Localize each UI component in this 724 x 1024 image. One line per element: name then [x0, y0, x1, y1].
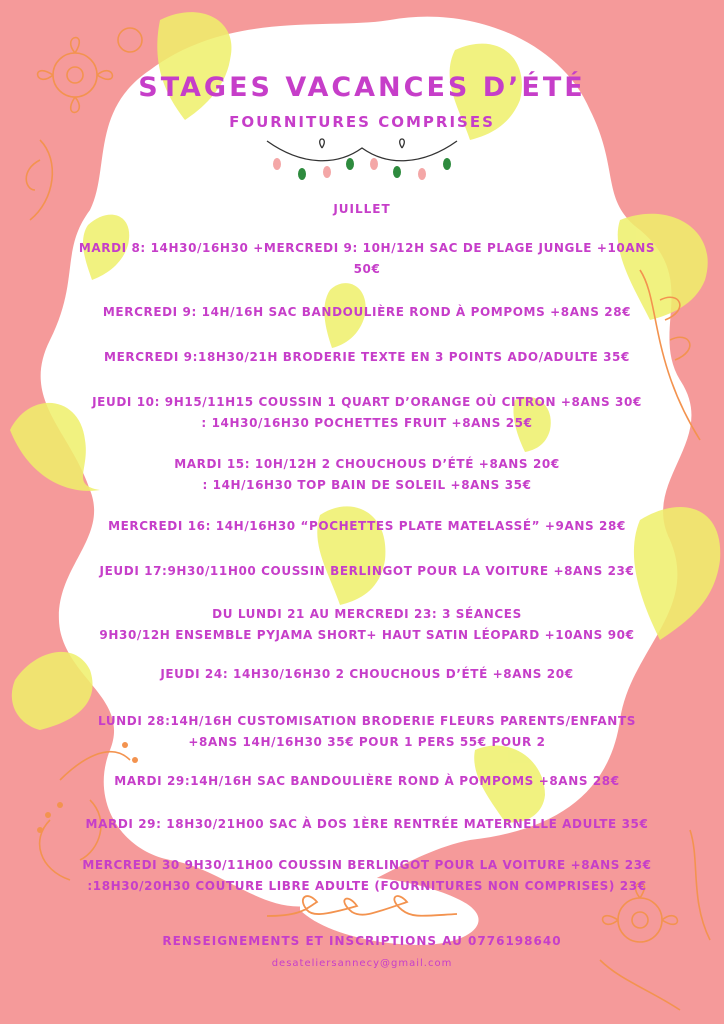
event-item	[60, 454, 674, 504]
event-item	[60, 392, 674, 442]
event-line: : 14H30/16H30 POCHETTES FRUIT +8ANS 25€	[201, 416, 533, 430]
event-line: JEUDI 24: 14H30/16H30 2 CHOUCHOUS D’ÉTÉ +8ANS 20€	[160, 667, 574, 681]
event-item	[60, 561, 674, 596]
event-line: JEUDI 17:9H30/11H00 COUSSIN BERLINGOT POUR LA VOITURE +8ANS 23€	[99, 564, 635, 578]
event-line: +8ANS 14H/16H30 35€ POUR 1 PERS 55€ POUR 2	[188, 735, 546, 749]
event-line: MERCREDI 16: 14H/16H30 “POCHETTES PLATE MATELASSÉ” +9ANS 28€	[108, 519, 626, 533]
event-item	[60, 302, 674, 337]
event-line: 9H30/12H ENSEMBLE PYJAMA SHORT+ HAUT SATIN LÉOPARD +10ANS 90€	[99, 628, 635, 642]
event-line: MARDI 8: 14H30/16H30 +MERCREDI 9: 10H/12H SAC DE PLAGE JUNGLE +10ANS	[78, 241, 656, 255]
event-line: MERCREDI 9:18H30/21H BRODERIE TEXTE EN 3 POINTS ADO/ADULTE 35€	[104, 350, 630, 364]
event-item	[60, 711, 674, 761]
event-line: MERCREDI 9: 14H/16H SAC BANDOULIÈRE ROND À POMPOMS +8ANS 28€	[102, 305, 632, 319]
event-line: MARDI 15: 10H/12H 2 CHOUCHOUS D’ÉTÉ +8ANS 20€	[174, 457, 560, 471]
event-list	[60, 238, 674, 905]
email-link[interactable]: desateliersannecy@gmail.com	[271, 958, 453, 969]
event-line: 50€	[353, 262, 381, 276]
event-line: LUNDI 28:14H/16H CUSTOMISATION BRODERIE FLEURS PARENTS/ENFANTS	[98, 714, 636, 728]
event-item	[60, 771, 674, 806]
event-item	[60, 347, 674, 382]
event-item	[60, 664, 674, 699]
event-item	[60, 238, 674, 288]
month-heading: JUILLET	[333, 202, 391, 216]
event-line: :18H30/20H30 COUTURE LIBRE ADULTE (FOURNITURES NON COMPRISES) 23€	[87, 879, 647, 893]
hearts-icon	[262, 888, 462, 924]
event-line: DU LUNDI 21 AU MERCREDI 23: 3 SÉANCES	[212, 607, 522, 621]
string-lights-icon	[262, 136, 462, 188]
page-title: STAGES VACANCES D’ÉTÉ	[138, 72, 586, 103]
event-item	[60, 814, 674, 849]
event-line: JEUDI 10: 9H15/11H15 COUSSIN 1 QUART D’ORANGE OÙ CITRON +8ANS 30€	[92, 395, 642, 409]
event-line: MARDI 29:14H/16H SAC BANDOULIÈRE ROND À POMPOMS +8ANS 28€	[114, 774, 620, 788]
event-line: : 14H/16H30 TOP BAIN DE SOLEIL +8ANS 35€	[202, 478, 532, 492]
event-line: MARDI 29: 18H30/21H00 SAC À DOS 1ÈRE RENTRÉE MATERNELLE ADULTE 35€	[85, 817, 649, 831]
event-line: MERCREDI 30 9H30/11H00 COUSSIN BERLINGOT POUR LA VOITURE +8ANS 23€	[82, 858, 652, 872]
event-item	[60, 604, 674, 654]
contact-info: RENSEIGNEMENTS ET INSCRIPTIONS AU 0776198640	[162, 934, 562, 948]
page-subtitle: FOURNITURES COMPRISES	[229, 113, 495, 131]
event-item	[60, 516, 674, 551]
